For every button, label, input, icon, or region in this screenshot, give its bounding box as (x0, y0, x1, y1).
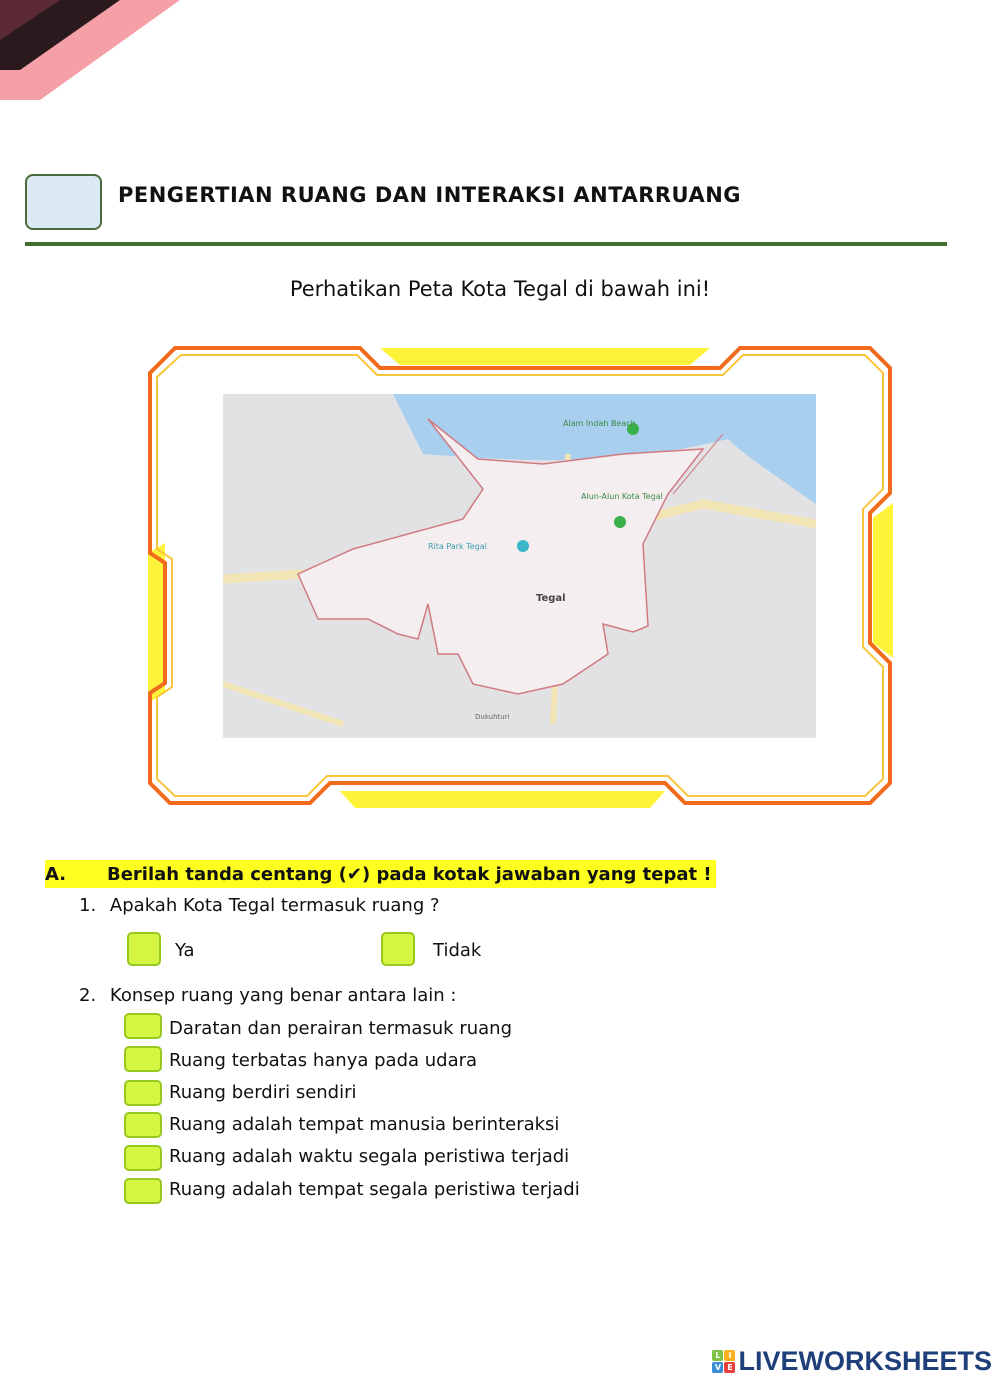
answer-checkbox[interactable] (124, 1145, 162, 1171)
liveworksheets-logo[interactable] (712, 1346, 992, 1377)
option-label: Ruang adalah tempat segala peristiwa terjadi (169, 1179, 580, 1200)
option-label: Ruang terbatas hanya pada udara (169, 1050, 478, 1071)
title-divider (25, 242, 947, 246)
answer-checkbox[interactable] (124, 1080, 162, 1106)
answer-checkbox[interactable] (124, 1013, 162, 1039)
map-label-south: Dukuhturi (475, 713, 510, 721)
question-number: 2. (79, 985, 97, 1006)
map-label-park: Rita Park Tegal (428, 542, 487, 551)
map-instruction: Perhatikan Peta Kota Tegal di bawah ini! (289, 277, 711, 301)
option-label: Ruang adalah tempat manusia berinteraksi (169, 1114, 560, 1135)
map-label-alun: Alun-Alun Kota Tegal (581, 492, 663, 501)
section-letter: A. (45, 863, 67, 885)
page-title: PENGERTIAN RUANG DAN INTERAKSI ANTARRUANG (118, 183, 742, 207)
answer-checkbox-tidak[interactable] (381, 932, 415, 966)
map-label-beach: Alam Indah Beach (563, 419, 636, 428)
option-label: Ruang berdiri sendiri (169, 1082, 357, 1103)
option-label: Ruang adalah waktu segala peristiwa terjadi (169, 1146, 570, 1167)
question-2 (79, 985, 456, 1006)
option-label: Daratan dan perairan termasuk ruang (169, 1018, 513, 1039)
section-number-box (25, 174, 102, 230)
option-label: Ya (175, 940, 195, 961)
answer-checkbox[interactable] (124, 1178, 162, 1204)
question-1 (79, 895, 440, 916)
answer-checkbox[interactable] (124, 1112, 162, 1138)
section-a-heading (45, 860, 716, 888)
map-pin-icon (614, 516, 626, 528)
question-number: 1. (79, 895, 97, 916)
map-pin-icon (517, 540, 529, 552)
answer-checkbox-ya[interactable] (127, 932, 161, 966)
logo-tiles-icon: L I V E (712, 1350, 735, 1373)
answer-checkbox[interactable] (124, 1046, 162, 1072)
logo-text: LIVEWORKSHEETS (738, 1346, 992, 1376)
map-label-city: Tegal (536, 593, 566, 604)
corner-decoration (0, 0, 200, 100)
question-text: Apakah Kota Tegal termasuk ruang ? (109, 895, 440, 916)
question-text: Konsep ruang yang benar antara lain : (109, 985, 457, 1006)
section-instruction: Berilah tanda centang (✔) pada kotak jawaban yang tepat ! (107, 863, 712, 885)
option-label: Tidak (433, 940, 482, 961)
tegal-map (223, 394, 816, 738)
